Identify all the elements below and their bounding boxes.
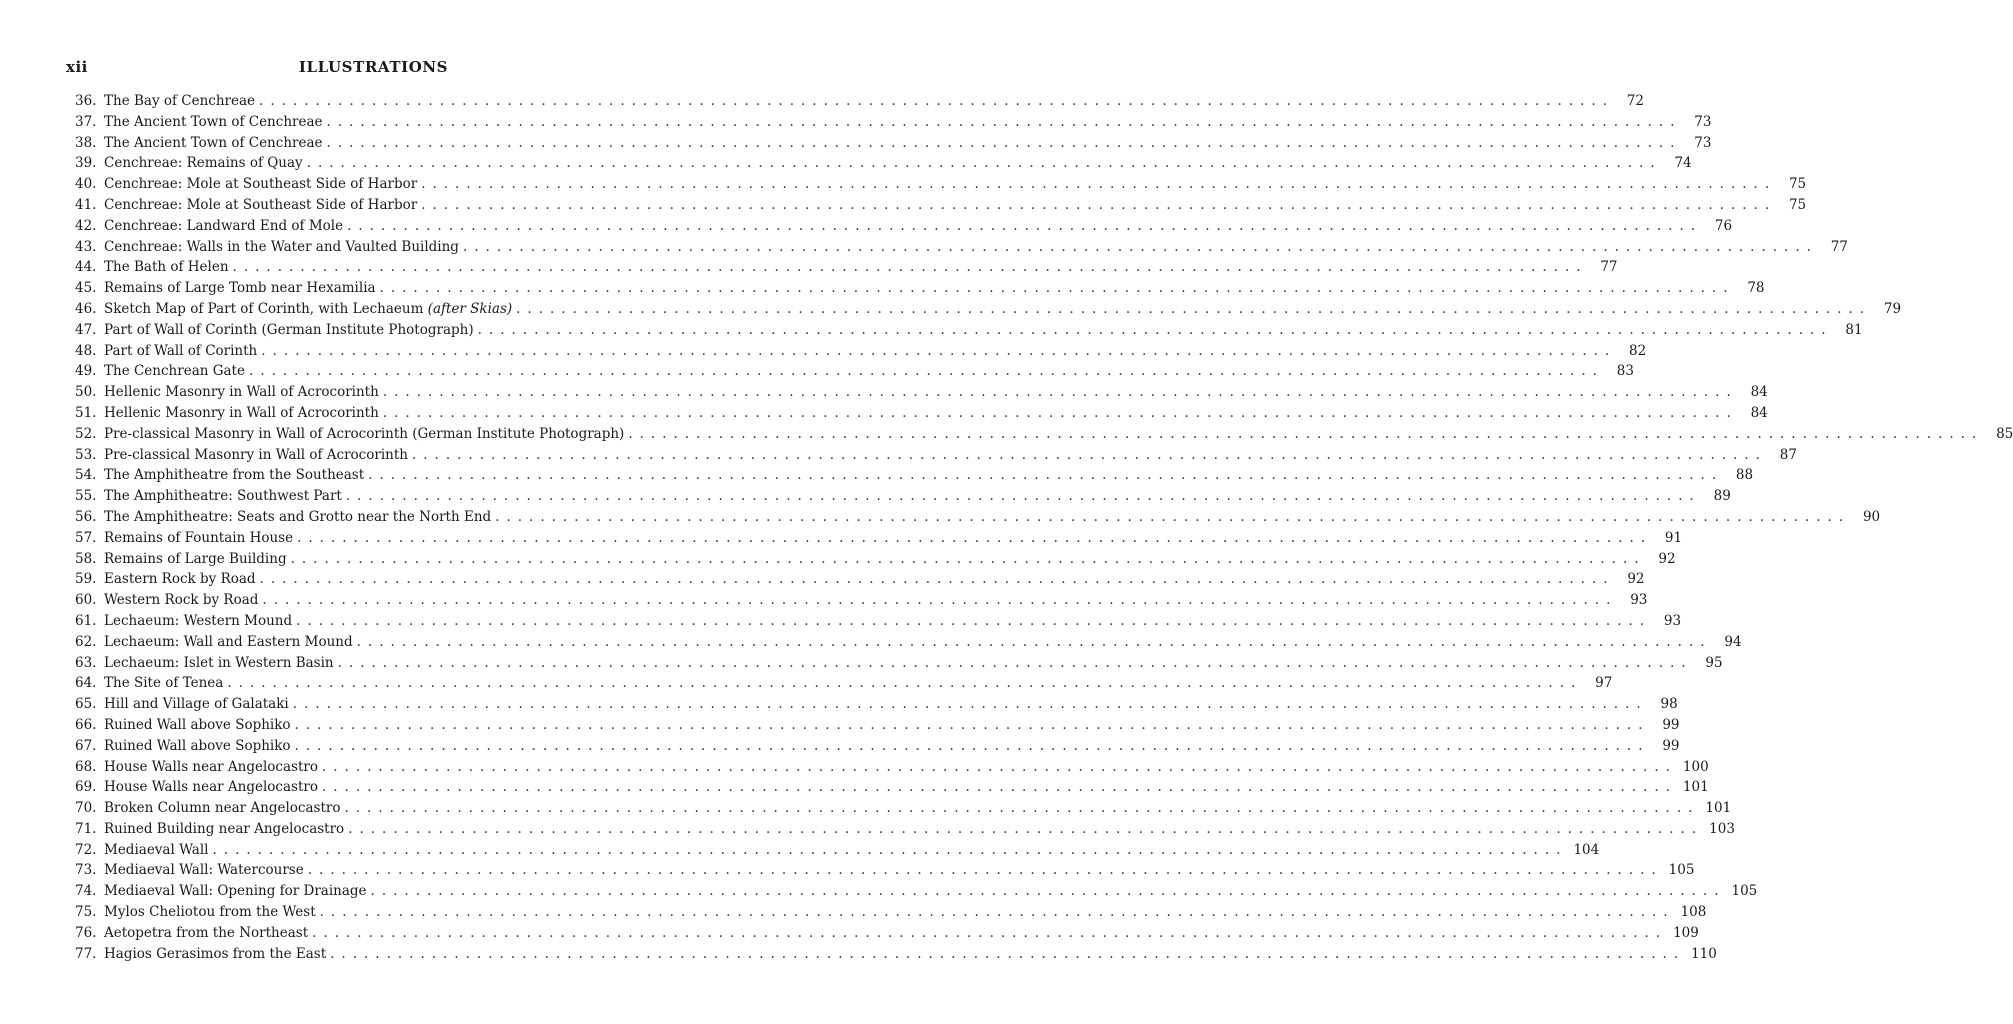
entry-title: [104, 800, 340, 816]
entry-title: [104, 738, 291, 754]
list-item: [75, 945, 1717, 967]
entry-page-number: 93: [1663, 612, 1682, 629]
list-item: [75, 654, 1723, 676]
entry-title-text: The Ancient Town of Cenchreae: [104, 113, 323, 130]
dot-leader: ........................................................................................................................: [262, 592, 1618, 609]
dot-leader: ........................................................................................................................: [345, 488, 1701, 505]
entry-number: 40.: [75, 176, 97, 193]
entry-page-number: 72: [1626, 93, 1644, 109]
entry-title: [104, 218, 343, 234]
entry-title-text: The Amphitheatre from the Southeast: [104, 467, 365, 484]
list-item: [75, 384, 1768, 405]
entry-title: [104, 322, 474, 338]
list-item: [75, 488, 1731, 509]
dot-leader: ........................................................................................................................: [261, 342, 1617, 359]
entry-page-number: 109: [1673, 924, 1699, 941]
dot-leader: ........................................................................................................................: [421, 176, 1777, 193]
entry-page-number: 77: [1830, 238, 1848, 255]
list-item: [75, 592, 1648, 613]
list-item: [75, 612, 1682, 634]
list-item: [75, 425, 2013, 447]
entry-title: [104, 821, 344, 837]
dot-leader: ........................................................................................................................: [628, 425, 1984, 442]
entry-page-number: 101: [1705, 800, 1732, 817]
entry-title-text: Cenchreae: Remains of Quay: [104, 155, 303, 172]
entry-number: 57.: [75, 529, 97, 546]
entry-page-number: 94: [1724, 633, 1742, 650]
list-item: [75, 155, 1692, 176]
entry-title-text: Hellenic Masonry in Wall of Acrocorinth: [104, 404, 379, 421]
entry-page-number: 75: [1788, 176, 1807, 193]
list-item: [75, 280, 1765, 301]
entry-title-text: Western Rock by Road: [104, 592, 259, 609]
list-item: [75, 883, 1758, 904]
dot-leader: ........................................................................................................................: [348, 820, 1704, 837]
dot-leader: ........................................................................................................................: [368, 467, 1724, 484]
entry-number: 43.: [75, 238, 97, 255]
entry-page-number: 84: [1750, 384, 1768, 401]
illustrations-list: [75, 93, 2013, 966]
entry-title: [104, 93, 255, 109]
dot-leader: ........................................................................................................................: [212, 841, 1568, 858]
entry-page-number: 97: [1595, 675, 1613, 692]
entry-title-text: The Cenchrean Gate: [104, 363, 245, 380]
list-item: [75, 134, 1712, 156]
entry-title-text: Mylos Cheliotou from the West: [104, 904, 316, 921]
entry-number: 60.: [75, 592, 97, 609]
entry-title-text: The Site of Tenea: [104, 675, 224, 692]
entry-page-number: 82: [1629, 342, 1647, 359]
entry-title: [104, 655, 334, 671]
list-item: [75, 758, 1709, 780]
entry-page-number: 90: [1862, 508, 1881, 525]
dot-leader: ........................................................................................................................: [516, 300, 1872, 317]
dot-leader: ........................................................................................................................: [321, 758, 1677, 775]
list-item: [75, 363, 1634, 384]
list-item: [75, 800, 1732, 821]
entry-number: 42.: [75, 217, 97, 234]
dot-leader: ........................................................................................................................: [421, 196, 1777, 213]
entry-page-number: 76: [1714, 217, 1733, 234]
dot-leader: ........................................................................................................................: [326, 113, 1682, 130]
list-item: [75, 862, 1695, 883]
entry-number: 52.: [75, 425, 97, 442]
entry-title-text: Eastern Rock by Road: [104, 571, 256, 588]
entry-title: [104, 155, 303, 171]
entry-title: [104, 239, 459, 255]
entry-title: [104, 862, 304, 878]
entry-page-number: 84: [1750, 404, 1768, 421]
entry-title: [104, 280, 376, 296]
entry-title-text: The Ancient Town of Cenchreae: [104, 134, 323, 151]
entry-number: 70.: [75, 800, 97, 817]
entry-number: 67.: [75, 737, 97, 754]
dot-leader: ........................................................................................................................: [370, 883, 1726, 900]
running-header: [0, 58, 747, 86]
entry-title: [104, 176, 417, 192]
entry-page-number: 92: [1658, 550, 1676, 567]
entry-page-number: 89: [1713, 488, 1731, 505]
entry-page-number: 77: [1600, 259, 1618, 276]
entry-number: 50.: [75, 384, 97, 401]
entry-number: 37.: [75, 113, 97, 130]
entry-page-number: 103: [1709, 820, 1735, 837]
list-item: [75, 820, 1735, 842]
entry-number: 68.: [75, 758, 97, 775]
entry-title-text: Mediaeval Wall: Opening for Drainage: [104, 883, 367, 900]
page-title: ILLUSTRATIONS: [298, 58, 449, 76]
entry-title-text: Remains of Large Tomb near Hexamilia: [104, 280, 376, 297]
entry-number: 46.: [75, 300, 97, 317]
entry-title-text: The Amphitheatre: Southwest Part: [104, 488, 342, 505]
list-item: [75, 779, 1709, 800]
entry-number: 54.: [75, 467, 97, 484]
list-item: [75, 113, 1712, 135]
entry-number: 59.: [75, 571, 97, 588]
entry-page-number: 91: [1664, 529, 1683, 546]
entry-page-number: 105: [1668, 862, 1695, 879]
entry-number: 66.: [75, 716, 97, 733]
entry-title: [104, 426, 624, 442]
entry-title-text: The Amphitheatre: Seats and Grotto near the North End: [104, 508, 492, 525]
entry-title-text: House Walls near Angelocastro: [104, 758, 318, 775]
entry-number: 69.: [75, 779, 97, 796]
dot-leader: ........................................................................................................................: [259, 93, 1614, 109]
entry-title-text: Sketch Map of Part of Corinth, with Lechaeum: [104, 300, 428, 317]
entry-title: [104, 135, 323, 151]
dot-leader: ........................................................................................................................: [344, 800, 1700, 817]
list-item: [75, 217, 1733, 239]
entry-title-text: Mediaeval Wall: [104, 841, 209, 858]
entry-title-text: House Walls near Angelocastro: [104, 779, 318, 796]
list-item: [75, 93, 1644, 114]
entry-title: [104, 571, 256, 587]
entry-title-italic: (after Skias): [427, 300, 513, 317]
list-item: [75, 633, 1742, 655]
entry-page-number: 88: [1735, 467, 1754, 484]
entry-number: 61.: [75, 612, 97, 629]
entry-title-text: Lechaeum: Islet in Western Basin: [104, 654, 334, 671]
entry-title: [104, 634, 353, 650]
entry-number: 72.: [75, 841, 97, 858]
entry-title: [104, 842, 208, 858]
dot-leader: ........................................................................................................................: [382, 384, 1738, 401]
entry-title-text: Ruined Building near Angelocastro: [104, 820, 345, 837]
entry-title-text: Cenchreae: Landward End of Mole: [104, 217, 344, 234]
entry-title-text: Lechaeum: Wall and Eastern Mound: [104, 633, 353, 650]
list-item: [75, 196, 1807, 218]
list-item: [75, 467, 1754, 488]
entry-number: 49.: [75, 363, 97, 380]
dot-leader: ........................................................................................................................: [232, 259, 1588, 276]
entry-page-number: 104: [1573, 841, 1600, 858]
entry-number: 56.: [75, 508, 97, 525]
entry-number: 73.: [75, 862, 97, 879]
list-item: [75, 259, 1618, 280]
list-item: [75, 238, 1848, 260]
dot-leader: ........................................................................................................................: [379, 280, 1735, 297]
entry-page-number: 74: [1674, 155, 1692, 172]
entry-number: 47.: [75, 321, 97, 338]
dot-leader: ........................................................................................................................: [319, 904, 1675, 921]
entry-title: [104, 363, 245, 379]
entry-title-text: Cenchreae: Walls in the Water and Vaulted Building: [104, 238, 459, 255]
entry-number: 76.: [75, 924, 97, 941]
entry-title-text: Hill and Village of Galataki: [104, 696, 289, 713]
entry-title: [104, 447, 408, 463]
dot-leader: ........................................................................................................................: [495, 508, 1851, 525]
dot-leader: ........................................................................................................................: [347, 217, 1703, 234]
dot-leader: ........................................................................................................................: [306, 155, 1662, 172]
entry-title-text: Cenchreae: Mole at Southeast Side of Harbor: [104, 196, 418, 213]
dot-leader: ........................................................................................................................: [259, 571, 1615, 588]
entry-number: 64.: [75, 675, 97, 692]
list-item: [75, 508, 1881, 530]
entry-title-text: Hellenic Masonry in Wall of Acrocorinth: [104, 384, 379, 401]
entry-number: 38.: [75, 134, 97, 151]
entry-page-number: 101: [1682, 779, 1709, 796]
dot-leader: ........................................................................................................................: [248, 363, 1604, 380]
entry-page-number: 93: [1630, 592, 1648, 609]
entry-number: 44.: [75, 259, 97, 276]
entry-title: [104, 592, 258, 608]
entry-title: [104, 696, 289, 712]
list-item: [75, 696, 1678, 717]
entry-title-text: Remains of Large Building: [104, 550, 287, 567]
list-item: [75, 716, 1680, 738]
list-item: [75, 300, 1902, 322]
entry-title-text: Ruined Wall above Sophiko: [104, 737, 291, 754]
entry-title-text: Part of Wall of Corinth: [104, 342, 258, 359]
entry-title: [104, 551, 287, 567]
entry-title: [104, 114, 323, 130]
entry-title: [104, 530, 293, 546]
entry-title: [104, 904, 316, 920]
entry-title: [104, 488, 342, 504]
dot-leader: ........................................................................................................................: [227, 675, 1583, 692]
entry-title-text: Broken Column near Angelocastro: [104, 800, 341, 817]
entry-number: 63.: [75, 654, 97, 671]
list-item: [75, 924, 1699, 946]
entry-page-number: 108: [1680, 904, 1707, 921]
page-number: xii: [66, 58, 88, 76]
entry-title: [104, 779, 318, 795]
entry-title-text: Ruined Wall above Sophiko: [104, 716, 291, 733]
entry-page-number: 83: [1616, 363, 1634, 380]
dot-leader: ........................................................................................................................: [411, 446, 1767, 463]
entry-title-text: Mediaeval Wall: Watercourse: [104, 862, 304, 879]
list-item: [75, 675, 1613, 696]
entry-number: 74.: [75, 883, 97, 900]
entry-title-text: The Bath of Helen: [104, 259, 229, 276]
entry-title: [104, 384, 379, 400]
dot-leader: ........................................................................................................................: [307, 862, 1663, 879]
entry-number: 48.: [75, 342, 97, 359]
entry-title-text: Part of Wall of Corinth (German Institute Photograph): [104, 321, 474, 338]
dot-leader: ........................................................................................................................: [312, 924, 1668, 941]
dot-leader: ........................................................................................................................: [462, 238, 1818, 255]
entry-title: [104, 759, 318, 775]
entry-page-number: 95: [1705, 654, 1723, 671]
entry-title: [104, 405, 379, 421]
entry-page-number: 100: [1682, 758, 1709, 775]
dot-leader: ........................................................................................................................: [290, 550, 1646, 567]
entry-title: [104, 946, 326, 962]
entry-page-number: 79: [1883, 300, 1902, 317]
entry-title: [104, 509, 491, 525]
entry-page-number: 73: [1694, 134, 1712, 151]
entry-page-number: 105: [1731, 883, 1758, 900]
entry-page-number: 99: [1662, 716, 1680, 733]
entry-title: [104, 197, 417, 213]
entry-number: 51.: [75, 404, 97, 421]
entry-title-text: Cenchreae: Mole at Southeast Side of Harbor: [104, 176, 418, 193]
dot-leader: ........................................................................................................................: [321, 779, 1677, 796]
entry-number: 75.: [75, 904, 97, 921]
entry-title-text: Remains of Fountain House: [104, 529, 294, 546]
list-item: [75, 321, 1863, 343]
entry-page-number: 85: [1996, 425, 2013, 442]
list-item: [75, 529, 1683, 551]
entry-number: 71.: [75, 820, 97, 837]
list-item: [75, 571, 1645, 592]
dot-leader: ........................................................................................................................: [297, 529, 1653, 546]
list-item: [75, 342, 1647, 364]
list-item: [75, 176, 1807, 197]
entry-title: [104, 675, 223, 691]
entry-page-number: 110: [1691, 945, 1717, 962]
list-item: [75, 841, 1600, 863]
entry-title: [104, 343, 257, 359]
entry-title: [104, 613, 292, 629]
entry-number: 62.: [75, 633, 97, 650]
dot-leader: ........................................................................................................................: [292, 696, 1648, 713]
entry-title: [104, 925, 308, 941]
list-item: [75, 404, 1768, 426]
list-item: [75, 550, 1676, 572]
dot-leader: ........................................................................................................................: [326, 134, 1682, 151]
entry-title-text: Pre-classical Masonry in Wall of Acrocorinth (German Institute Photograph): [104, 425, 625, 442]
entry-title-text: Hagios Gerasimos from the East: [104, 945, 327, 962]
entry-title: [104, 717, 291, 733]
dot-leader: ........................................................................................................................: [296, 612, 1652, 629]
dot-leader: ........................................................................................................................: [382, 404, 1738, 421]
entry-title: [104, 467, 364, 483]
entry-number: 36.: [75, 93, 97, 109]
entry-number: 58.: [75, 550, 97, 567]
dot-leader: ........................................................................................................................: [477, 321, 1833, 338]
entry-page-number: 98: [1660, 696, 1678, 713]
list-item: [75, 446, 1797, 468]
entry-page-number: 99: [1662, 737, 1680, 754]
entry-title-text: The Bay of Cenchreae: [104, 93, 256, 109]
dot-leader: ........................................................................................................................: [330, 945, 1686, 962]
entry-page-number: 92: [1627, 571, 1645, 588]
entry-number: 39.: [75, 155, 97, 172]
entry-number: 41.: [75, 196, 97, 213]
entry-page-number: 78: [1747, 280, 1765, 297]
entry-number: 77.: [75, 945, 97, 962]
entry-number: 53.: [75, 446, 97, 463]
entry-title: [104, 883, 367, 899]
entry-number: 55.: [75, 488, 97, 505]
entry-page-number: 87: [1779, 446, 1797, 463]
entry-number: 45.: [75, 280, 97, 297]
dot-leader: ........................................................................................................................: [337, 654, 1693, 671]
entry-title-text: Lechaeum: Western Mound: [104, 612, 293, 629]
entry-page-number: 75: [1788, 196, 1807, 213]
entry-number: 65.: [75, 696, 97, 713]
dot-leader: ........................................................................................................................: [356, 633, 1712, 650]
entry-title-text: Aetopetra from the Northeast: [104, 924, 309, 941]
entry-title: [104, 259, 229, 275]
entry-title: [104, 301, 512, 317]
list-item: [75, 737, 1680, 759]
dot-leader: ........................................................................................................................: [294, 737, 1650, 754]
entry-page-number: 73: [1694, 113, 1712, 130]
dot-leader: ........................................................................................................................: [294, 716, 1650, 733]
list-item: [75, 904, 1707, 925]
entry-title-text: Pre-classical Masonry in Wall of Acrocorinth: [104, 446, 408, 463]
entry-page-number: 81: [1845, 321, 1863, 338]
